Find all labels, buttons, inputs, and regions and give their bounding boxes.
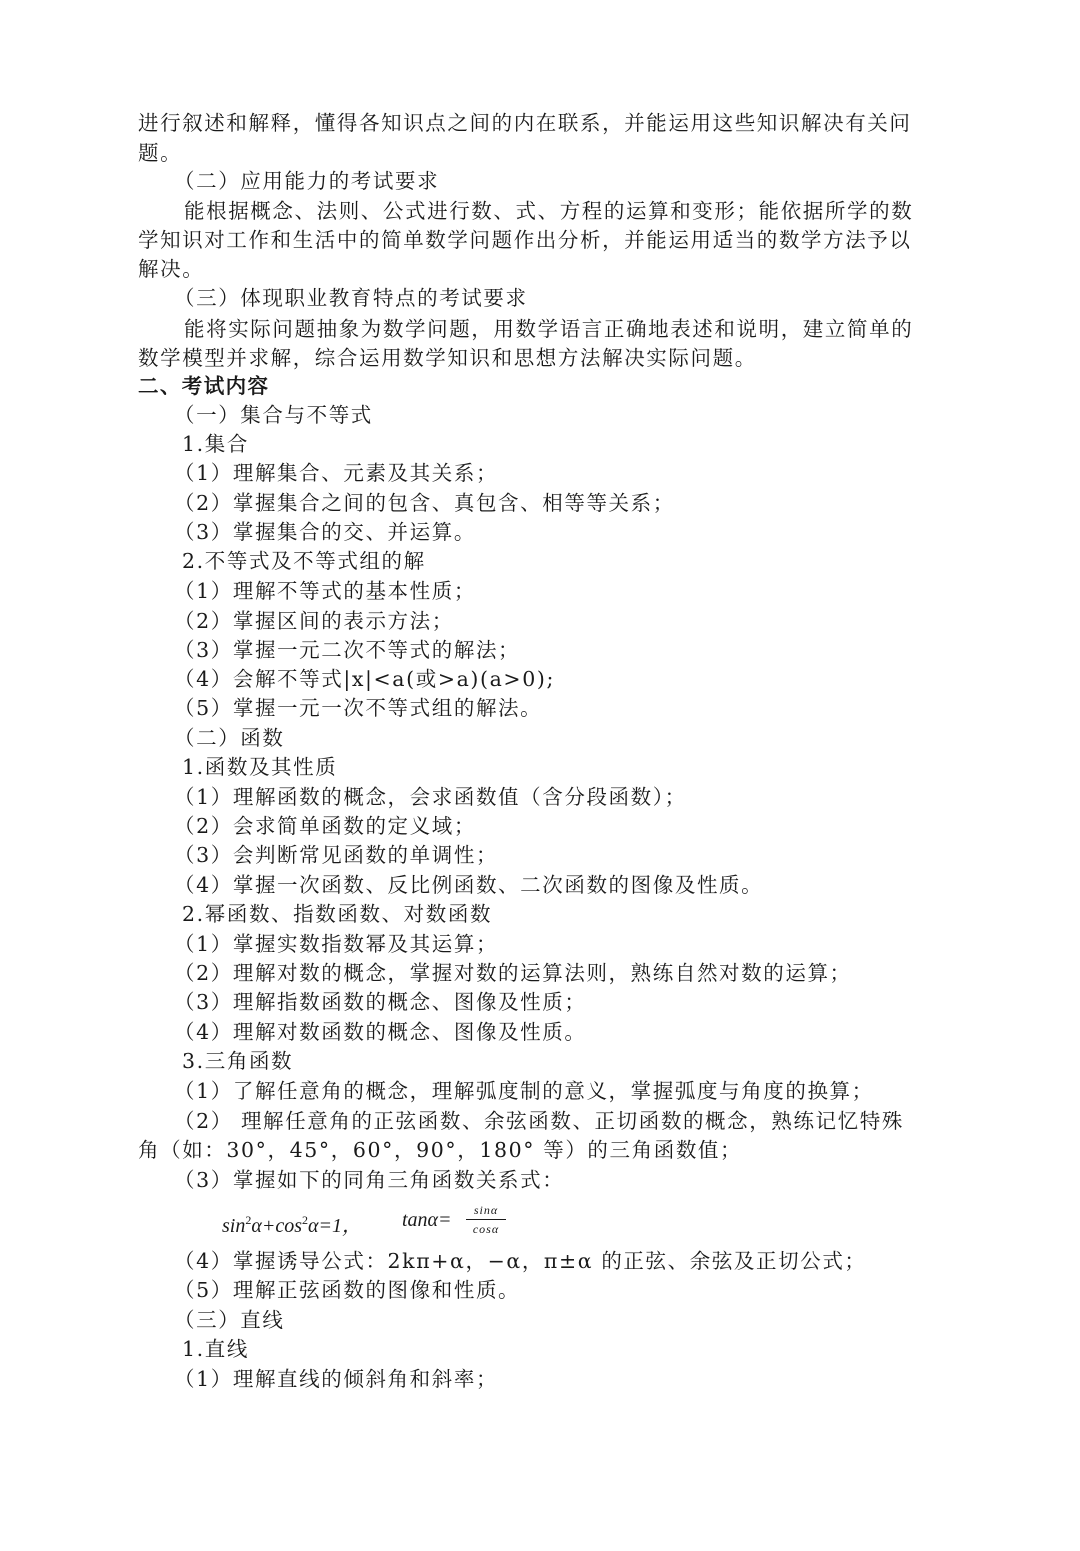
tangent-identity-lhs: tanα= [402, 1209, 452, 1231]
paragraph-line: 数学模型并求解，综合运用数学知识和思想方法解决实际问题。 [138, 346, 757, 370]
list-item: （1）理解不等式的基本性质； [174, 579, 476, 603]
subsection-heading: （三）直线 [174, 1308, 285, 1332]
list-item: （4）理解对数函数的概念、图像及性质。 [174, 1020, 587, 1044]
list-item: （3）掌握一元二次不等式的解法； [174, 638, 521, 662]
list-item: （4）掌握一次函数、反比例函数、二次函数的图像及性质。 [174, 873, 764, 897]
paragraph-line: 题。 [138, 141, 183, 165]
paragraph-line: 能根据概念、法则、公式进行数、式、方程的运算和变形；能依据所学的数 [184, 199, 914, 223]
list-item: （3）会判断常见函数的单调性； [174, 843, 499, 867]
topic-heading: 2.幂函数、指数函数、对数函数 [182, 902, 493, 926]
tangent-fraction [466, 1202, 506, 1237]
topic-heading: 2.不等式及不等式组的解 [182, 549, 426, 573]
list-item: （2）掌握区间的表示方法； [174, 609, 454, 633]
paragraph-line: 进行叙述和解释，懂得各知识点之间的内在联系，并能运用这些知识解决有关问 [138, 111, 912, 135]
fraction-denominator: cosα [472, 1222, 500, 1236]
subsection-heading: （一）集合与不等式 [174, 403, 373, 427]
subsection-heading: （二）应用能力的考试要求 [174, 169, 440, 193]
list-item-continuation: 角（如：30°，45°，60°，90°，180° 等）的三角函数值； [138, 1138, 743, 1162]
list-item: （5）掌握一元一次不等式组的解法。 [174, 696, 543, 720]
list-item: （4）掌握诱导公式：2kπ+α，−α，π±α 的正弦、余弦及正切公式； [174, 1249, 867, 1273]
paragraph-line: 学知识对工作和生活中的简单数学问题作出分析，并能运用适当的数学方法予以 [138, 228, 912, 252]
topic-heading: 3.三角函数 [182, 1049, 294, 1073]
subsection-heading: （三）体现职业教育特点的考试要求 [174, 286, 528, 310]
list-item: （3）掌握如下的同角三角函数关系式： [174, 1168, 565, 1192]
list-item: （1）理解函数的概念，会求函数值（含分段函数）； [174, 785, 687, 809]
list-item: （1）理解直线的倾斜角和斜率； [174, 1367, 499, 1391]
list-item: （1）理解集合、元素及其关系； [174, 461, 499, 485]
paragraph-line: 解决。 [138, 257, 205, 281]
section-heading: 二、考试内容 [138, 374, 270, 398]
pythagorean-identity: $\sin^2\alpha+\cos^2\alpha=1$， [222, 1213, 363, 1237]
paragraph-line: 能将实际问题抽象为数学问题，用数学语言正确地表述和说明，建立简单的 [184, 317, 914, 341]
fraction-numerator: sinα [466, 1202, 506, 1220]
list-item: （3）理解指数函数的概念、图像及性质； [174, 990, 587, 1014]
topic-heading: 1.直线 [182, 1337, 249, 1361]
topic-heading: 1.集合 [182, 432, 249, 456]
subsection-heading: （二）函数 [174, 726, 285, 750]
list-item: （3）掌握集合的交、并运算。 [174, 520, 476, 544]
list-item: （2）理解对数的概念，掌握对数的运算法则，熟练自然对数的运算； [174, 961, 852, 985]
list-item: （1）掌握实数指数幂及其运算； [174, 932, 499, 956]
list-item: （4）会解不等式|x|<a(或>a)(a>0); [174, 667, 555, 691]
list-item: （2）掌握集合之间的包含、真包含、相等等关系； [174, 491, 675, 515]
topic-heading: 1.函数及其性质 [182, 755, 338, 779]
list-item: （2） 理解任意角的正弦函数、余弦函数、正切函数的概念，熟练记忆特殊 [174, 1109, 904, 1133]
list-item: （2）会求简单函数的定义域； [174, 814, 476, 838]
list-item: （5）理解正弦函数的图像和性质。 [174, 1278, 521, 1302]
list-item: （1）了解任意角的概念，理解弧度制的意义，掌握弧度与角度的换算； [174, 1079, 874, 1103]
